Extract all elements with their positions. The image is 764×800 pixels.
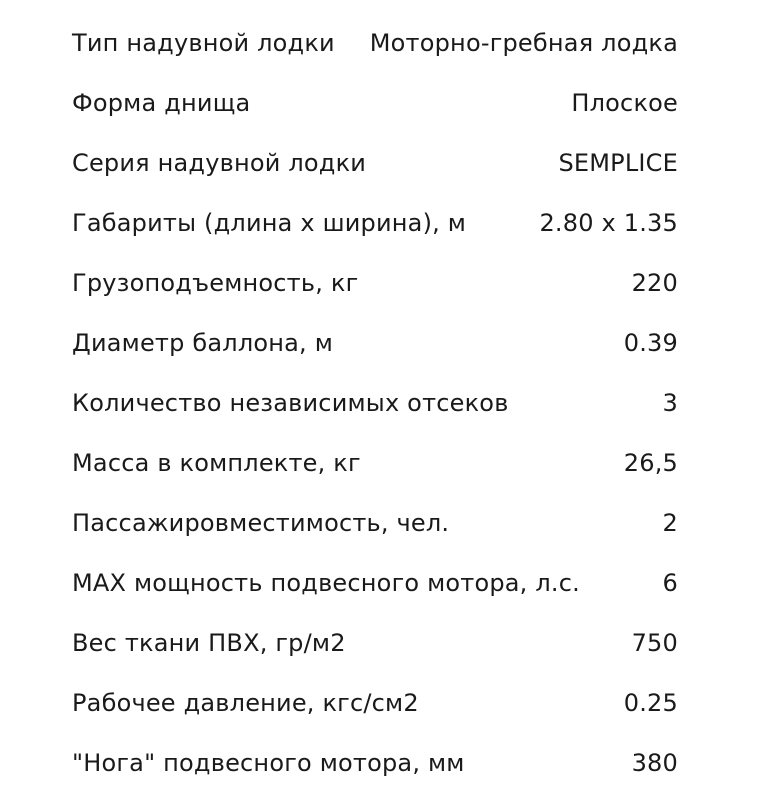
spec-value: SEMPLICE <box>558 149 678 177</box>
spec-label: Вес ткани ПВХ, гр/м2 <box>72 629 346 657</box>
spec-row-hull-shape <box>72 73 678 133</box>
spec-label: Количество независимых отсеков <box>72 389 509 417</box>
spec-value: 750 <box>631 629 678 657</box>
spec-value: 0.39 <box>623 329 678 357</box>
spec-row-max-motor-power <box>72 553 678 613</box>
spec-row-weight <box>72 433 678 493</box>
spec-label: "Нога" подвесного мотора, мм <box>72 749 465 777</box>
spec-row-motor-shaft <box>72 733 678 793</box>
spec-label: Рабочее давление, кгс/см2 <box>72 689 419 717</box>
spec-row-load-capacity <box>72 253 678 313</box>
spec-row-boat-type <box>72 13 678 73</box>
spec-label: Серия надувной лодки <box>72 149 367 177</box>
spec-value: 220 <box>631 269 678 297</box>
spec-label: MAX мощность подвесного мотора, л.с. <box>72 569 580 597</box>
spec-value: Плоское <box>571 89 678 117</box>
spec-value: 2.80 x 1.35 <box>539 209 678 237</box>
spec-row-tube-diameter <box>72 313 678 373</box>
spec-row-compartments <box>72 373 678 433</box>
spec-label: Диаметр баллона, м <box>72 329 334 357</box>
spec-row-working-pressure <box>72 673 678 733</box>
spec-value: 2 <box>662 509 678 537</box>
specs-table <box>72 13 678 793</box>
spec-value: Моторно-гребная лодка <box>369 29 678 57</box>
spec-value: 26,5 <box>623 449 678 477</box>
spec-label: Пассажировместимость, чел. <box>72 509 450 537</box>
spec-row-series <box>72 133 678 193</box>
spec-label: Грузоподъемность, кг <box>72 269 359 297</box>
spec-value: 3 <box>662 389 678 417</box>
spec-row-dimensions <box>72 193 678 253</box>
spec-label: Тип надувной лодки <box>72 29 335 57</box>
spec-label: Форма днища <box>72 89 251 117</box>
spec-value: 0.25 <box>623 689 678 717</box>
spec-label: Масса в комплекте, кг <box>72 449 361 477</box>
spec-label: Габариты (длина х ширина), м <box>72 209 467 237</box>
spec-value: 6 <box>662 569 678 597</box>
spec-row-fabric-weight <box>72 613 678 673</box>
spec-value: 380 <box>631 749 678 777</box>
spec-row-passengers <box>72 493 678 553</box>
